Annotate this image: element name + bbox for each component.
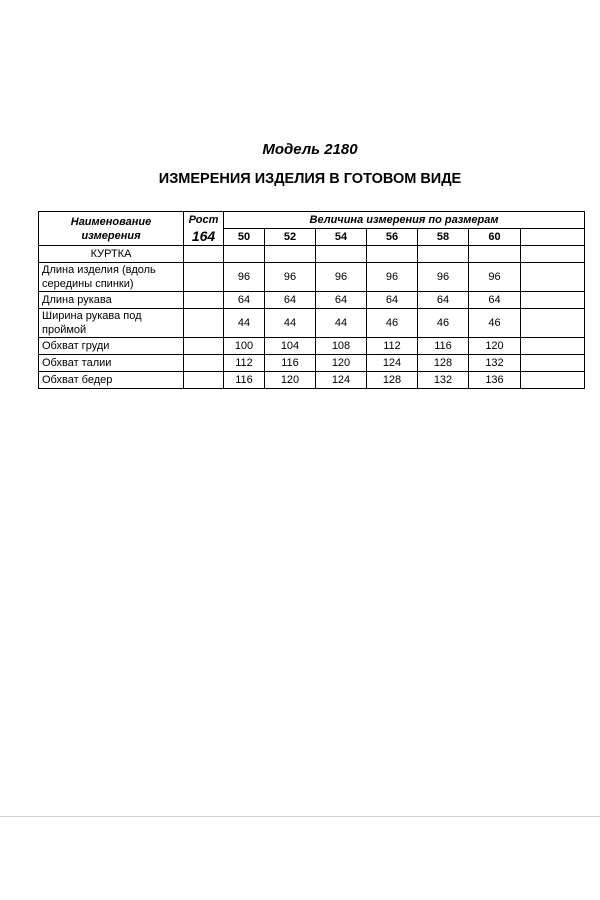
height-cell xyxy=(184,309,224,338)
measurement-value: 64 xyxy=(469,292,521,309)
section-label: КУРТКА xyxy=(39,246,184,263)
measurement-value: 44 xyxy=(224,309,265,338)
measurement-label: Длина изделия (вдоль середины спинки) xyxy=(39,263,184,292)
measurement-value: 120 xyxy=(265,372,316,389)
footer-area xyxy=(0,817,600,900)
measurement-value: 64 xyxy=(265,292,316,309)
height-cell xyxy=(184,263,224,292)
document-title: ИЗМЕРЕНИЯ ИЗДЕЛИЯ В ГОТОВОМ ВИДЕ xyxy=(158,171,462,187)
measurement-value: 136 xyxy=(469,372,521,389)
measurement-value: 120 xyxy=(316,355,367,372)
size-header: 52 xyxy=(265,229,316,246)
measurement-value xyxy=(521,263,585,292)
size-header xyxy=(521,229,585,246)
measurement-value: 96 xyxy=(367,263,418,292)
measurement-value: 96 xyxy=(265,263,316,292)
measurement-value: 100 xyxy=(224,338,265,355)
header-height-label: Рост xyxy=(188,213,219,226)
measurement-value: 132 xyxy=(418,372,469,389)
empty-cell xyxy=(521,246,585,263)
table-row xyxy=(39,263,585,292)
height-cell xyxy=(184,355,224,372)
table-row xyxy=(39,338,585,355)
size-header: 50 xyxy=(224,229,265,246)
height-cell xyxy=(184,338,224,355)
header-height-value: 164 xyxy=(191,227,216,244)
measurement-value: 64 xyxy=(418,292,469,309)
measurement-value: 116 xyxy=(418,338,469,355)
measurement-value xyxy=(521,372,585,389)
table-row xyxy=(39,309,585,338)
measurement-value: 128 xyxy=(367,372,418,389)
header-row-1 xyxy=(39,212,585,229)
measurement-label: Обхват груди xyxy=(39,338,184,355)
height-cell xyxy=(184,372,224,389)
size-header: 56 xyxy=(367,229,418,246)
empty-cell xyxy=(469,246,521,263)
measurement-value: 46 xyxy=(469,309,521,338)
measurement-value: 128 xyxy=(418,355,469,372)
measurement-value: 124 xyxy=(367,355,418,372)
measurement-value: 96 xyxy=(224,263,265,292)
measurement-value xyxy=(521,292,585,309)
measurement-value: 112 xyxy=(224,355,265,372)
measurement-value: 96 xyxy=(316,263,367,292)
table-row xyxy=(39,372,585,389)
measurement-label: Ширина рукава под проймой xyxy=(39,309,184,338)
measurement-value: 44 xyxy=(265,309,316,338)
measurement-value: 96 xyxy=(469,263,521,292)
empty-cell xyxy=(265,246,316,263)
measurement-value: 124 xyxy=(316,372,367,389)
empty-cell xyxy=(316,246,367,263)
measurement-value: 64 xyxy=(367,292,418,309)
measurement-value: 108 xyxy=(316,338,367,355)
measurement-value xyxy=(521,338,585,355)
size-header: 58 xyxy=(418,229,469,246)
size-header: 60 xyxy=(469,229,521,246)
model-title: Модель 2180 xyxy=(262,141,358,158)
measurement-label: Длина рукава xyxy=(39,292,184,309)
measurement-label: Обхват бедер xyxy=(39,372,184,389)
measurement-value: 132 xyxy=(469,355,521,372)
measurements-table xyxy=(38,211,585,389)
measurement-value: 46 xyxy=(418,309,469,338)
measurement-value: 46 xyxy=(367,309,418,338)
measurement-value xyxy=(521,355,585,372)
measurement-value: 44 xyxy=(316,309,367,338)
empty-cell xyxy=(224,246,265,263)
header-size-group: Величина измерения по размерам xyxy=(224,212,585,229)
measurement-value: 64 xyxy=(224,292,265,309)
size-header: 54 xyxy=(316,229,367,246)
measurement-value: 120 xyxy=(469,338,521,355)
measurement-label: Обхват талии xyxy=(39,355,184,372)
height-cell xyxy=(184,292,224,309)
measurement-value: 104 xyxy=(265,338,316,355)
empty-cell xyxy=(184,246,224,263)
measurement-value: 116 xyxy=(265,355,316,372)
measurement-value: 112 xyxy=(367,338,418,355)
measurement-value: 116 xyxy=(224,372,265,389)
empty-cell xyxy=(418,246,469,263)
empty-cell xyxy=(367,246,418,263)
measurement-value xyxy=(521,309,585,338)
header-measurement-name: Наименование измерения xyxy=(39,212,184,246)
header-height xyxy=(184,212,224,246)
measurement-value: 96 xyxy=(418,263,469,292)
measurement-value: 64 xyxy=(316,292,367,309)
section-row xyxy=(39,246,585,263)
table-row xyxy=(39,292,585,309)
table-row xyxy=(39,355,585,372)
